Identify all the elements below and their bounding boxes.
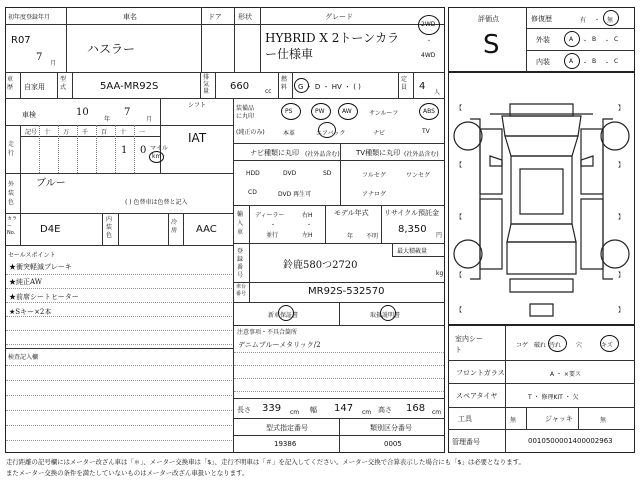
seat-label: 室内シート — [455, 335, 483, 354]
nav-sub: (社外品含む) — [305, 151, 340, 158]
height-label: 高さ — [378, 406, 392, 414]
length-cm: cm — [290, 409, 300, 416]
mileage-digit-divider — [58, 125, 59, 173]
equipment-item: サンルーフ — [369, 110, 399, 117]
model-year-unit: 年 — [347, 233, 354, 240]
capacity-label: 定員 — [401, 76, 408, 91]
mgmt-label: 管理番号 — [452, 438, 480, 446]
notes-rule — [234, 378, 444, 379]
grade-option: A — [569, 58, 574, 65]
car-outline-diagram — [450, 74, 633, 323]
grade-option: B — [592, 36, 597, 43]
mgmt-value: 0010500001400002963 — [528, 437, 613, 445]
inspector-rule — [6, 380, 232, 381]
mileage-digit-header: 十 — [44, 129, 51, 136]
mileage-digit-header: 記号 — [25, 129, 38, 136]
use-value: 自家用 — [24, 83, 45, 91]
shape-label: 形状 — [238, 13, 252, 21]
exterior-note: ( ) 色替車は色替と記入 — [125, 199, 188, 206]
color-no-label: カラーNo. — [7, 216, 18, 236]
grade-option: A — [569, 36, 574, 43]
interior-color-label: 内装色 — [106, 216, 113, 239]
first-reg-month: 7 — [36, 52, 43, 63]
sales-rule — [6, 344, 232, 345]
tv-analog: アナログ — [362, 191, 387, 198]
max-load-label: 最大積載量 — [397, 248, 428, 255]
inspector-rule — [6, 425, 232, 426]
first-reg-era: R07 — [11, 35, 31, 46]
mileage-digit-header: 一 — [139, 129, 146, 136]
inspection-year: 10 — [76, 107, 89, 118]
equipment-item: PW — [315, 108, 325, 115]
mileage-digit-divider — [39, 125, 40, 173]
color-no-value: D4E — [40, 224, 61, 235]
equipment-item-2: TV — [422, 128, 430, 135]
vehicle-sheet — [5, 7, 445, 453]
seat-dirty-circle — [548, 335, 567, 352]
kg-unit: kg — [436, 270, 444, 277]
sales-rule — [6, 330, 232, 331]
mileage-digit: 1 — [121, 145, 128, 156]
height-value: 168 — [406, 403, 426, 414]
bracket-mark: 【 — [456, 214, 463, 221]
seat-option: コゲ — [516, 342, 529, 349]
seat-scratch-circle — [600, 335, 619, 352]
recycle-label: リサイクル預託金 — [384, 209, 440, 217]
grade-label: グレード — [325, 13, 353, 21]
recycle-yen: 円 — [436, 232, 443, 239]
model-value: 5AA-MR92S — [100, 81, 159, 92]
inspection-month: 7 — [124, 107, 131, 118]
sales-point: ★前席シートヒーター — [9, 293, 79, 301]
nav-label: ナビ種類に丸印 — [250, 149, 299, 157]
seat-option: 穴 — [576, 342, 583, 349]
tv-sub: (社外品含む) — [404, 151, 439, 158]
inspection-month-unit: 月 — [146, 116, 153, 123]
tools-value: 無 — [510, 417, 517, 424]
drive-sep: ・ — [426, 38, 433, 45]
width-value: 147 — [334, 403, 354, 414]
ac-label: 冷房 — [171, 219, 178, 234]
fuel-label: 燃料 — [281, 76, 288, 91]
fuel-options: G ・ D ・ HV ・ ( ) — [298, 83, 361, 91]
length-value: 339 — [262, 403, 282, 414]
bracket-mark: 】 — [618, 214, 625, 221]
repair-no: 無 — [607, 17, 614, 24]
category-label: 類別区分番号 — [370, 424, 412, 432]
chassis-label: 車台番号 — [236, 284, 247, 297]
inspector-label: 検査記入欄 — [8, 354, 39, 361]
inspector-rule — [6, 440, 232, 441]
model-year-unknown: 不明 — [366, 233, 379, 240]
footer-line-1: 走行距離の記号欄にはメーター改ざん車は「＊」、メーター交換車は「$」、走行不明車は「＃」を記入してください。メーター交換で合算表示した場合にも「$」は必要となります。 — [6, 458, 525, 466]
length-label: 長さ — [237, 406, 251, 414]
grade-option: B — [592, 58, 597, 65]
category-value: 0005 — [384, 440, 402, 448]
bracket-mark: 【 — [456, 272, 463, 279]
plate-value: 鈴鹿580つ2720 — [283, 260, 358, 271]
nav-dvd: DVD — [283, 170, 297, 177]
mileage-digit-header: 千 — [82, 129, 89, 136]
bracket-mark: 【 — [456, 162, 463, 169]
model-year-label: モデル年式 — [334, 209, 369, 217]
plate-label: 登録番号 — [237, 248, 244, 279]
type-designation-value: 19386 — [274, 440, 297, 448]
inspection-label: 車検 — [22, 111, 36, 119]
handle-dot: ・ — [306, 222, 313, 229]
ac-value: AAC — [196, 224, 217, 235]
exterior-color: ブルー — [36, 178, 66, 189]
bracket-mark: 】 — [618, 162, 625, 169]
mileage-digit-header: 十 — [120, 129, 127, 136]
door-label: ドア — [208, 13, 222, 21]
equipment-item-2: ナビ — [373, 130, 386, 137]
mile-unit: マイル — [150, 145, 168, 152]
sales-rule — [6, 316, 232, 317]
grade-option: C — [614, 58, 619, 65]
inspector-rule — [6, 410, 232, 411]
jack-value: 無 — [600, 417, 607, 424]
equipment-item: ABS — [423, 108, 435, 115]
notes-rule — [234, 391, 444, 392]
repair-label: 修復歴 — [531, 15, 552, 23]
chassis-value: MR92S-532570 — [308, 286, 385, 297]
import-label: 輸入車 — [237, 211, 244, 236]
seat-option: 汚れ — [549, 342, 562, 349]
interior-grade-label: 内装 — [536, 58, 550, 66]
bracket-mark: 】 — [618, 105, 625, 112]
sales-point: ★衝突軽減ブレーキ — [9, 263, 72, 271]
new-car-warranty: 新車保証書 — [268, 312, 299, 319]
month-unit: 月 — [50, 60, 57, 67]
notes-text: デニムブルーメタリック/2 — [238, 341, 321, 349]
glass-label: フロントガラス — [456, 369, 505, 377]
displacement-value: 660 — [230, 81, 250, 92]
km-unit: km — [152, 153, 162, 160]
equipment-item: PS — [285, 108, 293, 115]
sales-point: ★純正AW — [9, 278, 42, 286]
shift-value: IAT — [188, 131, 207, 145]
mileage-digit: 0 — [140, 145, 147, 156]
spare-value: T ・ 修理KIT ・ 欠 — [528, 394, 579, 401]
width-label: 幅 — [310, 406, 317, 414]
tv-oneseg: ワンセグ — [406, 172, 431, 179]
type-designation-label: 型式指定番号 — [266, 424, 308, 432]
import-dealer: ディーラー — [255, 212, 285, 219]
import-dot: ・ — [270, 222, 277, 229]
bracket-mark: 】 — [618, 307, 625, 314]
equipment-item-2: 本革 — [283, 130, 296, 137]
score-label: 評価点 — [478, 15, 499, 23]
grade-option: C — [614, 36, 619, 43]
nav-cd: CD — [248, 189, 257, 196]
repair-dot: ・ — [594, 17, 601, 24]
score-value: S — [483, 30, 500, 60]
recycle-value: 8,350 — [398, 224, 427, 235]
mileage-digit-header: 万 — [63, 129, 70, 136]
notes-rule — [234, 365, 444, 366]
equipment-item: AW — [342, 108, 352, 115]
bracket-mark: 【 — [456, 307, 463, 314]
grade-option: ・ — [582, 38, 589, 45]
mileage-label: 走行 — [8, 141, 15, 157]
exterior-grade-label: 外装 — [536, 36, 550, 44]
footer-line-2: またメーター交換の条件を満たしていないものはメーター改ざん車扱いとなります。 — [6, 469, 249, 477]
repair-yes: 有 — [580, 17, 587, 24]
handle-left: 左H — [302, 232, 313, 239]
owners-manual: 取扱説明書 — [370, 312, 401, 319]
sales-points-label: セールスポイント — [8, 252, 56, 259]
grade-option: ・ — [604, 38, 611, 45]
car-name-label: 車名 — [123, 13, 137, 21]
airbag-circle — [318, 122, 336, 138]
seat-option: キズ — [601, 342, 613, 349]
drive-2wd: 2WD — [421, 21, 436, 28]
seat-option: 破れ — [534, 342, 547, 349]
tv-label: TV種類に丸印 — [356, 149, 401, 157]
equipment-label: 装備品に丸印 — [236, 105, 255, 120]
mileage-digit-divider — [134, 125, 135, 173]
import-parallel: 並行 — [266, 232, 279, 239]
car-name: ハスラー — [87, 42, 136, 56]
displacement-label: 排気量 — [203, 74, 210, 95]
notes-label: 注意事項・不具合箇所 — [237, 329, 298, 336]
inspector-rule — [6, 365, 232, 366]
capacity-value: 4 — [419, 81, 426, 92]
sales-rule — [6, 274, 232, 275]
nav-sd: SD — [323, 170, 332, 177]
mileage-digit-header: 百 — [101, 129, 108, 136]
equipment-sub: (純正のみ) — [236, 129, 265, 136]
notes-rule — [234, 352, 444, 353]
inspection-year-unit: 年 — [104, 116, 111, 123]
grade-option: ・ — [582, 60, 589, 67]
car-reg-label: 車歴 — [7, 76, 14, 91]
sales-rule — [6, 302, 232, 303]
shift-label: シフト — [188, 102, 207, 109]
jack-label: ジャッキ — [545, 415, 573, 423]
sales-rule — [6, 288, 232, 289]
capacity-unit: 人 — [434, 89, 441, 96]
bracket-mark: 【 — [456, 105, 463, 112]
cc-unit: cc — [265, 88, 272, 95]
grade-option: ・ — [604, 60, 611, 67]
width-cm: cm — [362, 409, 372, 416]
tools-label: 工具 — [458, 415, 472, 423]
mileage-digit-divider — [115, 125, 116, 173]
grade-value: HYBRID X 2トーンカラー仕様車 — [265, 31, 400, 61]
drive-4wd: 4WD — [421, 52, 436, 59]
model-label: 型式 — [60, 76, 67, 91]
inspector-rule — [6, 395, 232, 396]
glass-value: A ・ ×要ス — [550, 371, 581, 378]
nav-hdd: HDD — [246, 170, 260, 177]
spare-label: スペアタイヤ — [456, 392, 498, 400]
height-cm: cm — [432, 409, 442, 416]
handle-right: 右H — [302, 212, 313, 219]
tv-fullseg: フルセグ — [362, 172, 386, 179]
nav-dvd-play: DVD 再生可 — [278, 191, 312, 198]
mileage-digit-divider — [96, 125, 97, 173]
first-reg-label: 初年度登録年月 — [8, 14, 51, 21]
sales-point: ★Sキー×2本 — [9, 308, 52, 316]
bracket-mark: 】 — [618, 272, 625, 279]
exterior-label: 外装色 — [8, 181, 15, 206]
mileage-digit-divider — [77, 125, 78, 173]
equipment-item-2: エアバック — [316, 130, 346, 137]
